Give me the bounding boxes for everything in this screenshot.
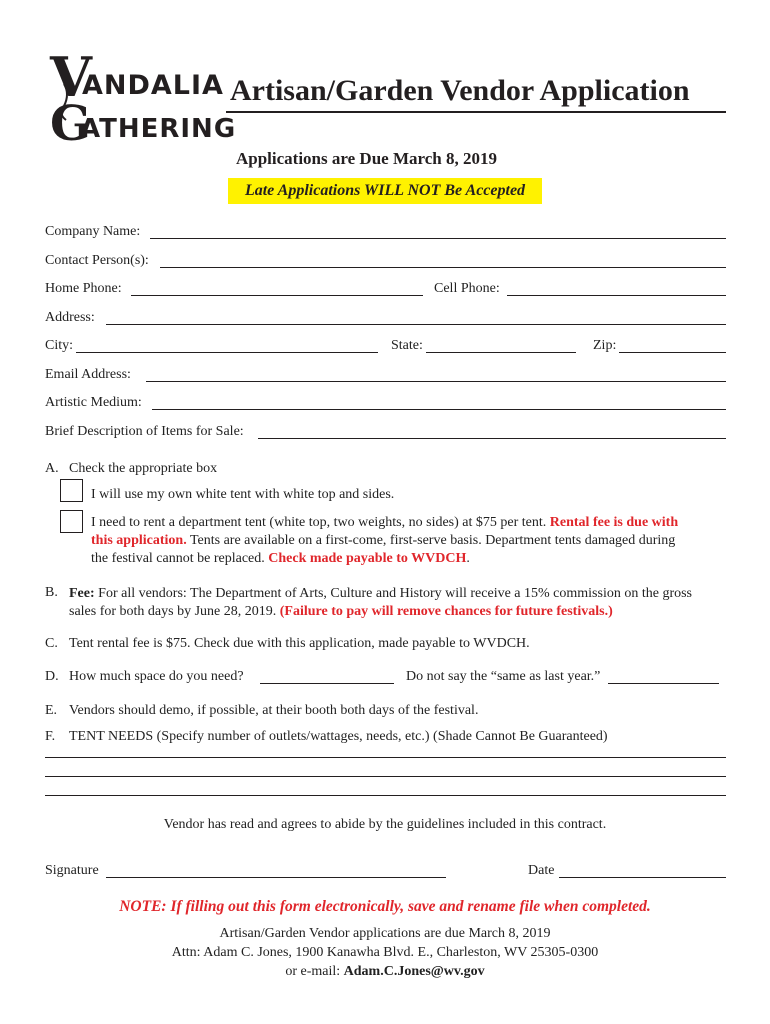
agreement-text: Vendor has read and agrees to abide by the guidelines included in this contract. [163,817,607,832]
rent-tent-checkbox[interactable] [60,510,83,533]
cell-phone-field[interactable] [507,295,726,296]
section-f-marker: F. [45,729,56,744]
section-d-marker: D. [45,669,59,684]
email-label: Email Address: [45,367,131,382]
date-label: Date [528,863,555,878]
company-name-label: Company Name: [45,224,141,239]
footer-line-3 [0,964,770,980]
space-note-field[interactable] [608,683,719,684]
footer-line-1: Artisan/Garden Vendor applications are due March 8, 2019 [219,926,551,941]
email-field[interactable] [146,381,726,382]
home-phone-label: Home Phone: [45,281,122,296]
electronic-note: NOTE: If filling out this form electronically, save and rename file when completed. [119,898,651,915]
space-needed-field[interactable] [260,683,394,684]
contact-email-link[interactable]: Adam.C.Jones@wv.gov [343,964,485,979]
contact-person-label: Contact Person(s): [45,253,149,268]
description-label: Brief Description of Items for Sale: [45,424,244,439]
section-a-heading: Check the appropriate box [69,461,218,476]
title-underline [226,111,726,113]
city-label: City: [45,338,74,353]
tent-needs-text: TENT NEEDS (Specify number of outlets/wattages, needs, etc.) (Shade Cannot Be Guaranteed) [69,729,608,744]
fee-paragraph [69,585,709,621]
tent-needs-line-1[interactable] [45,757,726,758]
fee-text: For all vendors: The Department of Arts, Culture and History will receive a 15% commission on the gross sales for both days by June 28, 2019. [69,586,693,619]
company-name-field[interactable] [150,238,726,239]
contact-person-field[interactable] [160,267,726,268]
section-a-marker: A. [45,461,59,476]
payable-to-text: Check made payable to WVDCH [268,551,467,566]
rent-tent-text-1: I need to rent a department tent (white top, two weights, no sides) at $75 per tent. [91,515,550,530]
artistic-medium-field[interactable] [152,409,726,410]
section-b-marker: B. [45,585,58,600]
tent-needs-line-2[interactable] [45,776,726,777]
logo-initial-v: V [50,45,92,109]
rent-tent-text-2: Tents are available on a first-come, first-serve basis. Department tents damaged during the festival cannot be replaced. [91,533,676,566]
own-tent-option-text: I will use my own white tent with white top and sides. [91,487,395,502]
fee-label: Fee: [69,586,95,601]
section-e-marker: E. [45,703,58,718]
address-label: Address: [45,310,95,325]
own-tent-checkbox[interactable] [60,479,83,502]
zip-label: Zip: [593,338,617,353]
late-notice-text: Late Applications WILL NOT Be Accepted [244,182,526,199]
address-field[interactable] [106,324,726,325]
description-field[interactable] [258,438,726,439]
footer-email-prefix: or e-mail: [285,964,344,979]
rent-tent-text-end: . [466,551,470,566]
state-field[interactable] [426,352,576,353]
section-c-marker: C. [45,636,58,651]
space-needed-question: How much space do you need? [69,669,244,684]
space-note: Do not say the “same as last year.” [406,669,601,684]
vandalia-gathering-logo [48,44,237,152]
signature-field[interactable] [106,877,446,878]
date-field[interactable] [559,877,726,878]
due-date-heading: Applications are Due March 8, 2019 [236,149,497,168]
home-phone-field[interactable] [131,295,423,296]
rent-tent-option-text [91,514,691,568]
rental-fee-due-text: Rental fee is due with this application. [91,515,679,548]
tent-needs-line-3[interactable] [45,795,726,796]
cell-phone-label: Cell Phone: [434,281,500,296]
demo-text: Vendors should demo, if possible, at their booth both days of the festival. [69,703,479,718]
logo-graphic [48,44,237,152]
zip-field[interactable] [619,352,726,353]
late-notice-banner [228,178,542,204]
page-title: Artisan/Garden Vendor Application [230,74,690,107]
footer-line-2: Attn: Adam C. Jones, 1900 Kanawha Blvd. E., Charleston, WV 25305-0300 [171,945,599,960]
artistic-medium-label: Artistic Medium: [45,395,142,410]
logo-word-gathering: ATHERING [80,114,237,144]
fee-warning: (Failure to pay will remove chances for future festivals.) [279,604,613,619]
logo-initial-g: G [50,96,91,152]
state-label: State: [391,338,423,353]
logo-word-vandalia: ANDALIA [82,70,224,101]
signature-label: Signature [45,863,99,878]
tent-rental-fee-text: Tent rental fee is $75. Check due with this application, made payable to WVDCH. [69,636,530,651]
city-field[interactable] [76,352,378,353]
